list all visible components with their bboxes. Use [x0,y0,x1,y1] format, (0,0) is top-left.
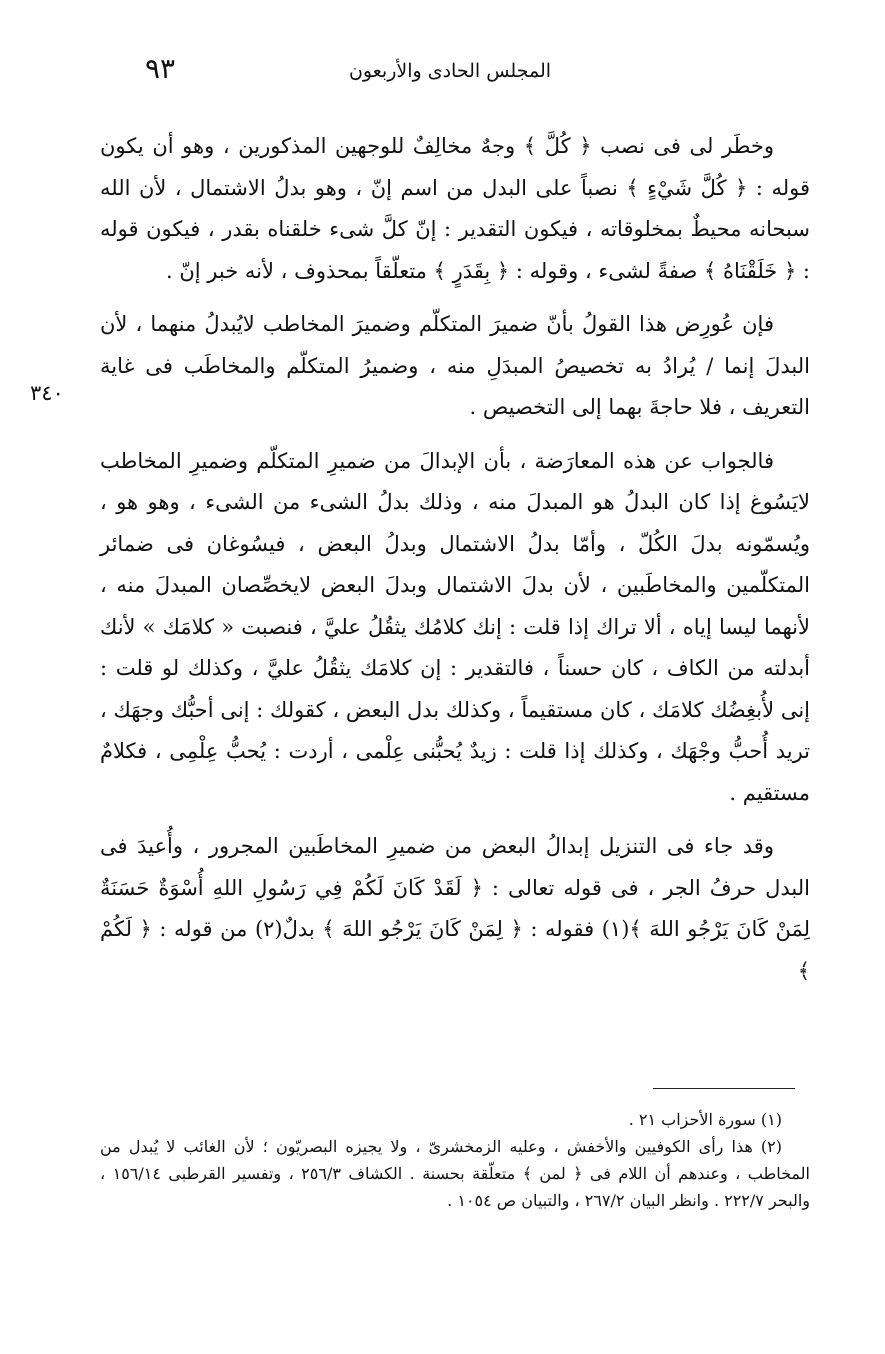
footnote-divider [653,1088,795,1089]
margin-reference-number: ٣٤٠ [30,381,64,405]
paragraph: فإن عُورِض هذا القولُ بأنّ ضميرَ المتكلّم وضميرَ المخاطب لايُبدلُ منهما ، لأن البدلَ إنما / يُرادُ به تخصيصُ المبدَلِ منه ، وضميرُ المتكلّم والمخاطَب فى غاية التعريف ، فلا حاجةَ بهما إلى التخصيص . [100,312,810,419]
paragraph: وخطَر لى فى نصب ﴿ كُلَّ ﴾ وجهٌ مخالِفٌ للوجهين المذكورين ، وهو أن يكون قوله : ﴿ كُلَّ شَيْءٍ ﴾ نصباً على البدل من اسم إنّ ، وهو بدلُ الاشتمال ، لأن الله سبحانه محيطٌ بمخلوقاته ، فيكون التقدير : إنّ كلَّ شىء خلقناه بقدر ، فيكون قوله : ﴿ خَلَقْنَاهُ ﴾ صفةً لشىء ، وقوله : ﴿ بِقَدَرٍ ﴾ متعلّقاً بمحذوف ، لأنه خبر إنّ . [100,134,810,283]
footnote: (٢) هذا رأى الكوفيين والأخفش ، وعليه الزمخشرىّ ، ولا يجيزه البصريّون ؛ لأن الغائب لا يُبدل من المخاطب ، وعندهم أن اللام فى ﴿ لمن ﴾ متعلّقة بحسنة . الكشاف ٢٥٦/٣ ، وتفسير القرطبى ١٥٦/١٤ ، والبحر ٢٢٢/٧ . وانظر البيان ٢٦٧/٢ ، والتبيان ص ١٠٥٤ . [100,1137,810,1210]
paragraph: وقد جاء فى التنزيل إبدالُ البعض من ضميرِ المخاطَبين المجرور ، وأُعيدَ فى البدل حرفُ الجر ، فى قوله تعالى : ﴿ لَقَدْ كَانَ لَكُمْ فِي رَسُولِ اللهِ أُسْوَةٌ حَسَنَةٌ لِمَنْ كَانَ يَرْجُو اللهَ ﴾(١) فقوله : ﴿ لِمَنْ كَانَ يَرْجُو اللهَ ﴾ بدلٌ(٢) من قوله : ﴿ لَكُمْ ﴾ [100,834,810,983]
paragraph: فالجواب عن هذه المعارَضة ، بأن الإبدالَ من ضميرِ المتكلّم وضميرِ المخاطب لايَسُوغ إذا كان البدلُ هو المبدلَ منه ، وذلك بدلُ الشىء من الشىء ، وهو هو ، ويُسمّونه بدلَ الكُلّ ، وأمّا بدلُ الاشتمال وبدلُ البعض ، فيسُوغان فى ضمائر المتكلّمين والمخاطَبين ، لأن بدلَ الاشتمال وبدلَ البعض لايخصِّصان المبدلَ منه ، لأنهما ليسا إياه ، ألا تراك إذا قلت : إنك كلامُك يثقُلُ عليَّ ، فنصبت « كلامَك » لأنك أبدلته من الكاف ، كان حسناً ، فالتقدير : إن كلامَك يثقُلُ عليَّ ، وكذلك لو قلت : إنى لأُبغِضُك كلامَك ، كان مستقيماً ، وكذلك بدل البعض ، كقولك : إنى أحبُّك وجهَك ، تريد أُحبُّ وجْهَك ، وكذلك إذا قلت : زيدٌ يُحبُّنى عِلْمى ، أردت : يُحبُّ عِلْمِى ، فكلامٌ مستقيم . [100,448,810,805]
main-text [100,126,810,992]
running-title: المجلس الحادى والأربعون [348,60,552,82]
footnotes [100,1106,810,1214]
footnote: (١) سورة الأحزاب ٢١ . [628,1110,782,1129]
page-number: ٩٣ [145,52,176,85]
